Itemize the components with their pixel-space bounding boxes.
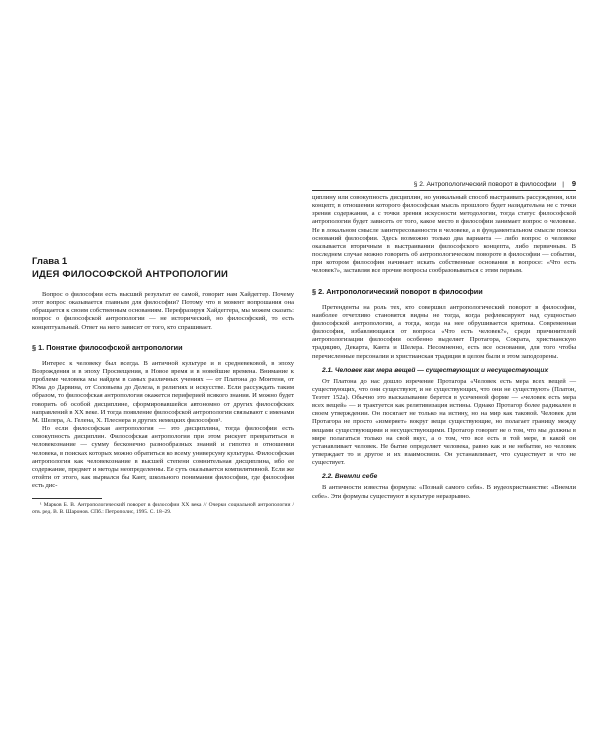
header-divider: | — [562, 181, 564, 188]
paragraph-5: В античности известна формула: «Познай самого себя». В иудеохристианстве: «Внемли себе». Эти формулы существуют в культуре неразрывно. — [312, 484, 576, 500]
chapter-title: ИДЕЯ ФИЛОСОФСКОЙ АНТРОПОЛОГИИ — [32, 269, 229, 280]
left-page — [32, 256, 294, 516]
paragraph-2: Но если философская антропология — это дисциплина, тогда философии есть совокупность дисциплин. Философская антропология при этом рискует превратиться в человекознание — сумму бесконечно разнообразных знаний и гипотез в отношении человека, в поисках которых можно обратиться ко всему универсуму культуры. Философская антропология как человекознание в высшей степени сомнительная дисциплина, ибо ее содержание, предмет и методы неопределенны. Ее суть оказывается компилятивной. Если же отойти от этого, как вырвался бы Кант, школьного понимания философии, где философия есть дис- — [32, 425, 294, 490]
running-header-section: § 2. Антропологический поворот в философии — [413, 181, 557, 188]
chapter-number: Глава 1 — [32, 256, 68, 267]
subsection-2-2-title: 2.2. Внемли себе — [322, 473, 378, 481]
page-number: 9 — [571, 179, 576, 188]
right-page-body — [312, 194, 576, 501]
paragraph-1: Интерес к человеку был всегда. В античной культуре и в средневековой, в эпоху Возрождения и в эпоху Просвещения, в Новое время и в новейшие времена. Внимание к проблеме человека мы найдем в самых различных учениях — от Платона до Монтеня, от Юма до Дарвина, от Соловьева до Делеза, в религиях и искусстве. Если рассуждать таким образом, то философская антропология окажется периферией всякого знания. И можно будет говорить об особой дисциплине, сформировавшейся автономно от других философских направлений в XX веке. И тогда появление философской антропологии связывают с именами М. Шелера, А. Гелена, Х. Плеснера и других немецких философов¹. — [32, 359, 294, 424]
chapter-intro: Вопрос о философии есть высший результат ее самой, говорит нам Хайдеггер. Почему этот вопрос оказывается главным для философии? Потому что в момент вопрошания она обращается к своим собственным основаниям. Перефразируя Хайдеггера, мы можем сказать: вопрос о философской антропологии — не исторический, но философский, то есть концептуальный. Ответ на него зависит от того, кто спрашивает. — [32, 291, 294, 331]
subsection-2-1-title: 2.1. Человек как мера вещей — существующих и несуществующих — [322, 366, 549, 374]
right-page — [312, 178, 576, 501]
section-1-title: § 1. Понятие философской антропологии — [32, 342, 183, 352]
footnote-rule — [32, 498, 102, 499]
footnote: ¹ Марков Б. В. Антропологический поворот в философии XX века // Очерки социальной антропологии / отв. ред. В. В. Шаронов. СПб.: Петрополис, 1995. С. 18–29. — [32, 502, 294, 516]
paragraph-4: От Платона до нас дошло изречение Протагора «Человек есть мера всех вещей — существующих, что они существуют, и не существующих, что они не существуют» (Платон, Теэтет 152а). Обычно это высказывание берется в усеченной форме — «человек есть мера всех вещей» — и трактуется как релятивизация истины. Однако Протагор более радикален в своем утверждении. Он посягает не только на истину, но на мир как таковой. Человек для Протагора не просто «измеряет» вокруг вещи существующие, но полагает границу между вещами существующими и несуществующими. Протагор говорит не о том, что мы должны в мире полагаться только на свой вкус, а о том, что все есть в той мере, в какой он устанавливает человек. Не бытие определяет человека, равно как и не небытие, но человек утверждает то и другое и их взаимосвязи. Он устанавливает, что существует и что не существует. — [312, 377, 576, 467]
paragraph-continued: циплину или совокупность дисциплин, но уникальный способ выстраивать рассуждения, или концепт, в отношении которого философская мысль прошлого будет назидательна не с точки зрения содержания, а с точки зрения искусности методологии, тогда статус философской антропологии будет зависеть от того, какое место в философии занимает вопрос о человеке. Не в локальном смысле заинтересованности в человеке, а в фундаментальном смысле поиска оснований философии. Здесь возможно только два варианта — либо вопрос о человеке оказывается вторичным в выстраивании философского концепта, либо первичным. В последнем случае можно говорить об антропологическом повороте в философии — событии, при котором философия начинает искать собственные основания в вопросе: «Что есть человек?», заставляя все прочие вопросы сообразовываться с этим первым. — [312, 194, 576, 275]
paragraph-3: Претенденты на роль тех, кто совершил антропологический поворот в философии, наиболее отчетливо становятся видны не тогда, когда рефлексируют над сущностью философской антропологии, а тогда, когда на нее обрушивается критика. Современная философия, избавляющаяся от вопроса «Что есть человек?», среди причинителей антропологизации философии особенно выделяет Протагора, Сократа, христианскую традицию, Декарта, Канта и Шелера. Несомненно, есть все основания, для того чтобы перечисленные персоналии и христианская традиция в целом были в этом заподозрены. — [312, 303, 576, 360]
section-2-title: § 2. Антропологический поворот в философии — [312, 286, 483, 296]
